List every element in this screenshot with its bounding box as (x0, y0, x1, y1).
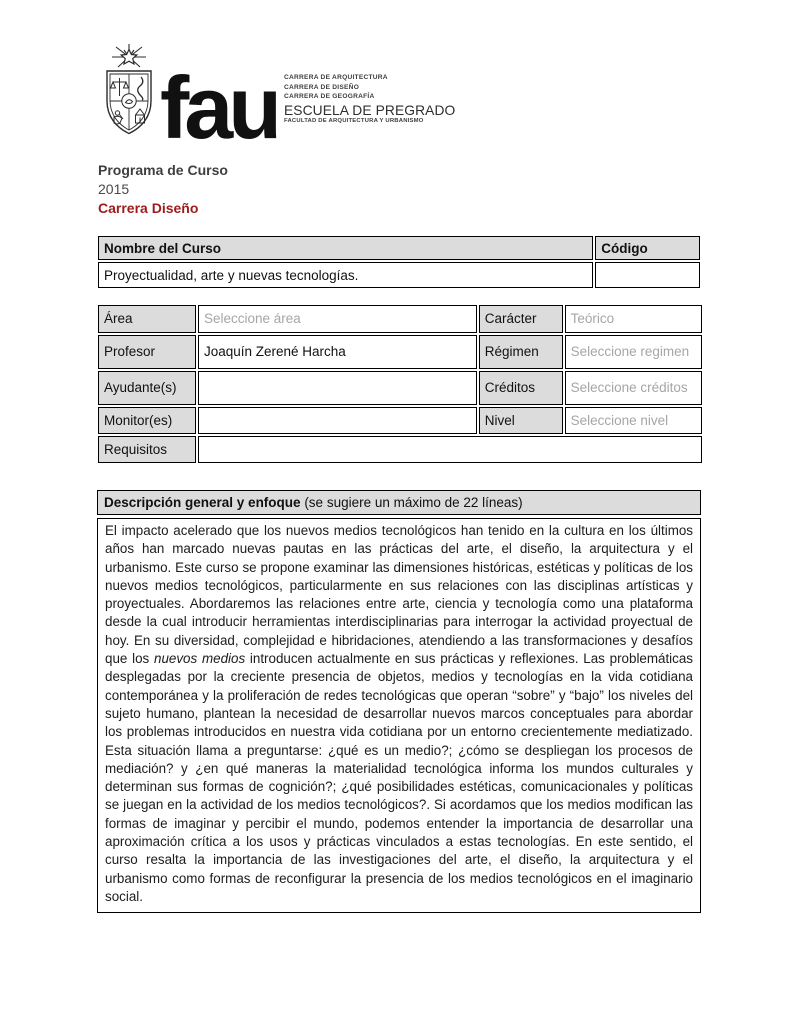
course-name-header-cell: Nombre del Curso (98, 236, 593, 260)
description-text-part2: introducen actualmente en sus prácticas y reflexiones. Las problemáticas desplegadas por la creciente presencia de objetos, medios y tecnologías en la vida cotidiana contemporánea y la proliferación de redes tecnológicas que operan “sobre” y “bajo” los niveles del sujeto humano, plantean la necesidad de desarrollar nuevos marcos conceptuales para abordar los problemas introducidos en nuestra vida cotidiana por un entorno crecientemente mediatizado. Esta situación llama a preguntarse: ¿qué es un medio?; ¿cómo se despliegan los procesos de mediación? y ¿en qué maneras la materialidad tecnológica informa los mundos culturales y determinan sus formas de cognición?; ¿qué posibilidades estéticas, comunicacionales y políticas se juegan en la actividad de los medios tecnológicos?. Si acordamos que los medios modifican las formas de imaginar y percibir el mundo, podemos entender la importancia de desarrollar una aproximación crítica a los usos y prácticas vinculados a estas tecnologías. En este sentido, el curso resalta la importancia de las investigaciones del arte, el diseño, la arquitectura y el urbanismo como formas de reconfigurar la presencia de los medios tecnológicos en el imaginario social. (105, 651, 693, 904)
ayudante-label-cell: Ayudante(s) (98, 371, 196, 405)
logo-escuela-pregrado: ESCUELA DE PREGRADO (284, 102, 456, 118)
description-header-title: Descripción general y enfoque (104, 495, 301, 510)
monitor-field[interactable] (198, 407, 477, 434)
course-info-table (96, 303, 704, 465)
requisitos-label-cell: Requisitos (98, 436, 196, 463)
profesor-field[interactable]: Joaquín Zerené Harcha (198, 335, 477, 369)
creditos-select-field[interactable]: Seleccione créditos (565, 371, 702, 405)
creditos-label-cell: Créditos (479, 371, 563, 405)
career-label: Carrera Diseño (98, 200, 199, 216)
page-title: Programa de Curso (98, 162, 228, 178)
logo-text-block (284, 73, 455, 125)
regimen-label-cell: Régimen (479, 335, 563, 369)
ayudante-field[interactable] (198, 371, 477, 405)
course-name-table (96, 234, 702, 290)
university-crest-icon (102, 43, 160, 136)
logo-carrera-geografia: CARRERA DE GEOGRAFÍA (284, 93, 375, 101)
requisitos-field[interactable] (198, 436, 702, 463)
description-text-part1: El impacto acelerado que los nuevos medios tecnológicos han tenido en la cultura en los últimos años han marcado nuevas pautas en las prácticas del arte, el diseño, la arquitectura y el urbanismo. Este curso se propone examinar las dimensiones históricas, estéticas y políticas de los nuevos medios tecnológicos, particularmente en sus relaciones con las disciplinas artísticas y proyectuales. Abordaremos las relaciones entre arte, ciencia y tecnología como una plataforma desde la cual introducir herramientas interdisciplinarias para interrogar la actividad proyectual de hoy. En su diversidad, complejidad e hibridaciones, atendiendo a las transformaciones y desafíos que los (105, 523, 693, 667)
year-label: 2015 (98, 181, 130, 197)
nivel-label-cell: Nivel (479, 407, 563, 434)
caracter-select-field[interactable]: Teórico (565, 305, 702, 333)
course-name-field[interactable]: Proyectualidad, arte y nuevas tecnologías. (98, 262, 593, 288)
description-section (97, 490, 701, 913)
nivel-select-field[interactable]: Seleccione nivel (565, 407, 702, 434)
description-text-field[interactable] (97, 518, 701, 913)
description-section-header (97, 490, 701, 515)
doc-header (98, 161, 228, 218)
description-header-note: (se sugiere un máximo de 22 líneas) (300, 495, 523, 510)
description-text-italic: nuevos medios (154, 651, 246, 667)
course-code-header-cell: Código (595, 236, 700, 260)
regimen-select-field[interactable]: Seleccione regimen (565, 335, 702, 369)
logo-carrera-arquitectura: CARRERA DE ARQUITECTURA (284, 74, 388, 81)
course-code-field[interactable] (595, 262, 700, 288)
area-select-field[interactable]: Seleccione área (198, 305, 477, 333)
area-label-cell: Área (98, 305, 196, 333)
profesor-label-cell: Profesor (98, 335, 196, 369)
caracter-label-cell: Carácter (479, 305, 563, 333)
fau-wordmark: fau (160, 58, 277, 157)
monitor-label-cell: Monitor(es) (98, 407, 196, 434)
logo-carrera-diseno: CARRERA DE DISEÑO (284, 83, 360, 91)
logo-facultad: FACULTAD DE ARQUITECTURA Y URBANISMO (284, 117, 424, 124)
